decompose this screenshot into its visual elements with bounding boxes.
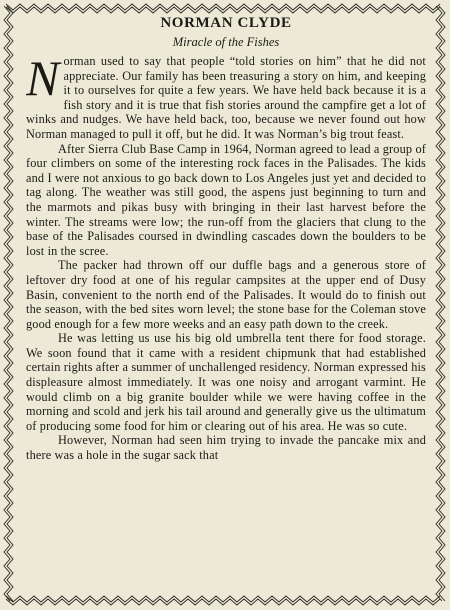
border-zigzag-line xyxy=(6,7,440,13)
border-zigzag-line xyxy=(4,6,10,601)
paragraph-2: After Sierra Club Base Camp in 1964, Norman agreed to lead a group of four climbers on some of the interesting rock faces in the Palisades. The kids and I were not anxious to go back down to Los Angeles just yet and decided to tag along. The weather was still good, the aspens just beginning to turn and the marmots and pikas busy with bringing in their last harvest before the winter. The streams were low; the run-off from the glaciers that clung to the base of the Palisades coursed in dwindling cascades down the boulders to be lost in the scree. xyxy=(26,141,426,258)
border-zigzag-line xyxy=(6,596,440,602)
border-zigzag-line xyxy=(436,6,442,601)
drop-cap: N xyxy=(26,50,60,106)
article xyxy=(26,14,426,596)
paragraph-1 xyxy=(26,50,426,142)
story-subtitle: Miracle of the Fishes xyxy=(172,35,280,49)
paragraph-1-text: orman used to say that people “told stories on him” that he did not appreciate. Our family has been treasuring a story on him, and keeping it to ourselves for quite a few years. We have held back because it is a fish story and it is true that fish stories around the campfire get a lot of winks and nudges. We have held back, too, because we never found out how Norman managed to pull it off, but he did. It was Norman’s big trout feast. xyxy=(26,54,426,141)
border-zigzag-line xyxy=(7,6,13,601)
paragraph-4: He was letting us use his big old umbrella tent there for food storage. We soon found that it came with a resident chipmunk that had established certain rights after a summer of unchallenged residency. Norman expressed his displeasure almost immediately. It was one noisy and arrogant varmint. He would climb on a big granite boulder while we were having coffee in the morning and scold and jerk his tail around and generally give us the ultimatum of producing some food for him or clearing out of his area. He was so cute. xyxy=(26,331,426,433)
border-zigzag-line xyxy=(439,6,445,601)
border-zigzag-line xyxy=(6,4,440,10)
border-zigzag-line xyxy=(6,599,440,605)
page-title: NORMAN CLYDE xyxy=(160,15,292,31)
paragraph-3: The packer had thrown off our duffle bags and a generous store of leftover dry food at one of his regular campsites at the upper end of Dusy Basin, convenient to the north end of the Palisades. It would do to finish out the season, with the bed sites worn level; the stone base for the Coleman stove good enough for a few more weeks and an easy path down to the creek. xyxy=(26,258,426,331)
paragraph-5: However, Norman had seen him trying to invade the pancake mix and there was a hole in the sugar sack that xyxy=(26,433,426,463)
